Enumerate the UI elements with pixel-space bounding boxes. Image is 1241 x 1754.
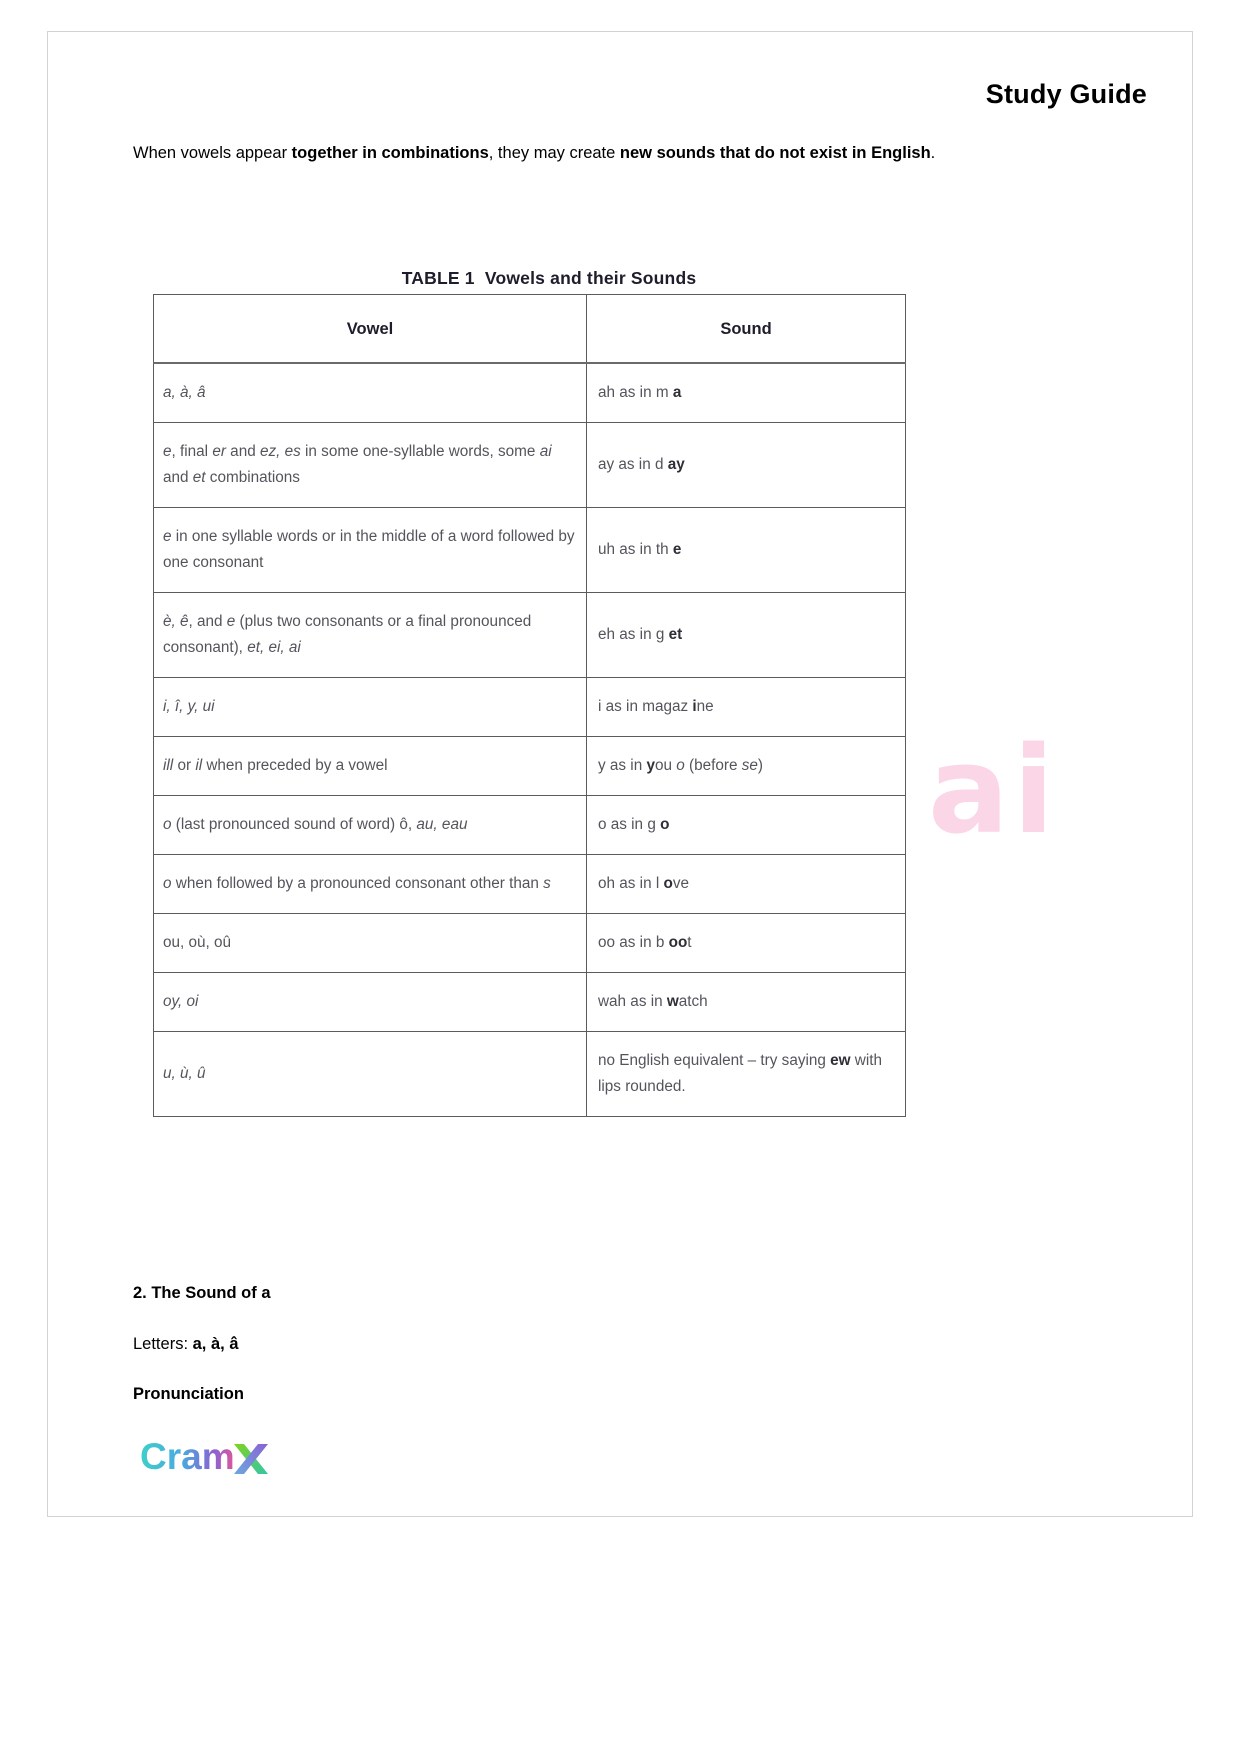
vowels-and-sounds-table <box>153 294 906 1117</box>
table-row <box>154 796 906 855</box>
table-row <box>154 1032 906 1117</box>
document-page <box>47 31 1193 1517</box>
table-row <box>154 855 906 914</box>
cramx-logo <box>140 1432 275 1484</box>
table-row <box>154 423 906 508</box>
cell-sound: wah as in watch <box>587 973 906 1032</box>
table-row <box>154 914 906 973</box>
table-caption <box>153 268 905 289</box>
cell-sound: oh as in l ove <box>587 855 906 914</box>
page-title: Study Guide <box>985 79 1147 109</box>
watermark: ai <box>928 722 1059 861</box>
cramx-logo-icon <box>140 1436 275 1480</box>
cell-sound: oo as in b oot <box>587 914 906 973</box>
table-row <box>154 363 906 423</box>
vowel-table-block <box>153 268 905 1117</box>
table-row <box>154 678 906 737</box>
cell-vowel: o (last pronounced sound of word) ô, au, eau <box>154 796 587 855</box>
letters-label: Letters: <box>133 1335 193 1353</box>
intro-paragraph <box>133 134 1033 173</box>
section-heading-pronunciation: Pronunciation <box>133 1385 244 1403</box>
cell-sound: uh as in th e <box>587 508 906 593</box>
svg-text:Cram: Cram <box>140 1436 235 1477</box>
section-letters-line <box>133 1335 239 1354</box>
cell-sound: ah as in m a <box>587 363 906 423</box>
cell-vowel: ill or il when preceded by a vowel <box>154 737 587 796</box>
cell-vowel: u, ù, û <box>154 1032 587 1117</box>
intro-bold-2: new sounds that do not exist in English <box>619 144 931 162</box>
cell-sound: o as in g o <box>587 796 906 855</box>
table-caption-label: TABLE 1 <box>401 268 475 288</box>
cell-vowel: a, à, â <box>154 363 587 423</box>
cell-vowel: o when followed by a pronounced consonant other than s <box>154 855 587 914</box>
cell-sound: no English equivalent – try saying ew with lips rounded. <box>587 1032 906 1117</box>
intro-text-part2: , they may create <box>488 144 620 162</box>
cell-vowel: oy, oi <box>154 973 587 1032</box>
cell-sound: y as in you o (before se) <box>587 737 906 796</box>
table-row <box>154 508 906 593</box>
cell-vowel: i, î, y, ui <box>154 678 587 737</box>
intro-text-part3: . <box>930 144 936 162</box>
column-header-sound: Sound <box>587 295 906 364</box>
intro-bold-1: together in combinations <box>291 144 489 162</box>
cell-sound: eh as in g et <box>587 593 906 678</box>
table-caption-title: Vowels and their Sounds <box>484 268 697 288</box>
column-header-vowel: Vowel <box>154 295 587 364</box>
table-row <box>154 593 906 678</box>
cell-vowel: e, final er and ez, es in some one-syllable words, some ai and et combinations <box>154 423 587 508</box>
table-header-row <box>154 295 906 364</box>
letters-value: a, à, â <box>192 1335 239 1353</box>
cell-vowel: è, ê, and e (plus two consonants or a final pronounced consonant), et, ei, ai <box>154 593 587 678</box>
cell-vowel: ou, où, oû <box>154 914 587 973</box>
cell-sound: i as in magaz ine <box>587 678 906 737</box>
intro-text-part1: When vowels appear <box>133 144 292 162</box>
table-row <box>154 973 906 1032</box>
cell-vowel: e in one syllable words or in the middle of a word followed by one consonant <box>154 508 587 593</box>
cell-sound: ay as in d ay <box>587 423 906 508</box>
table-row <box>154 737 906 796</box>
section-heading-sound-of-a: 2. The Sound of a <box>133 1284 271 1302</box>
